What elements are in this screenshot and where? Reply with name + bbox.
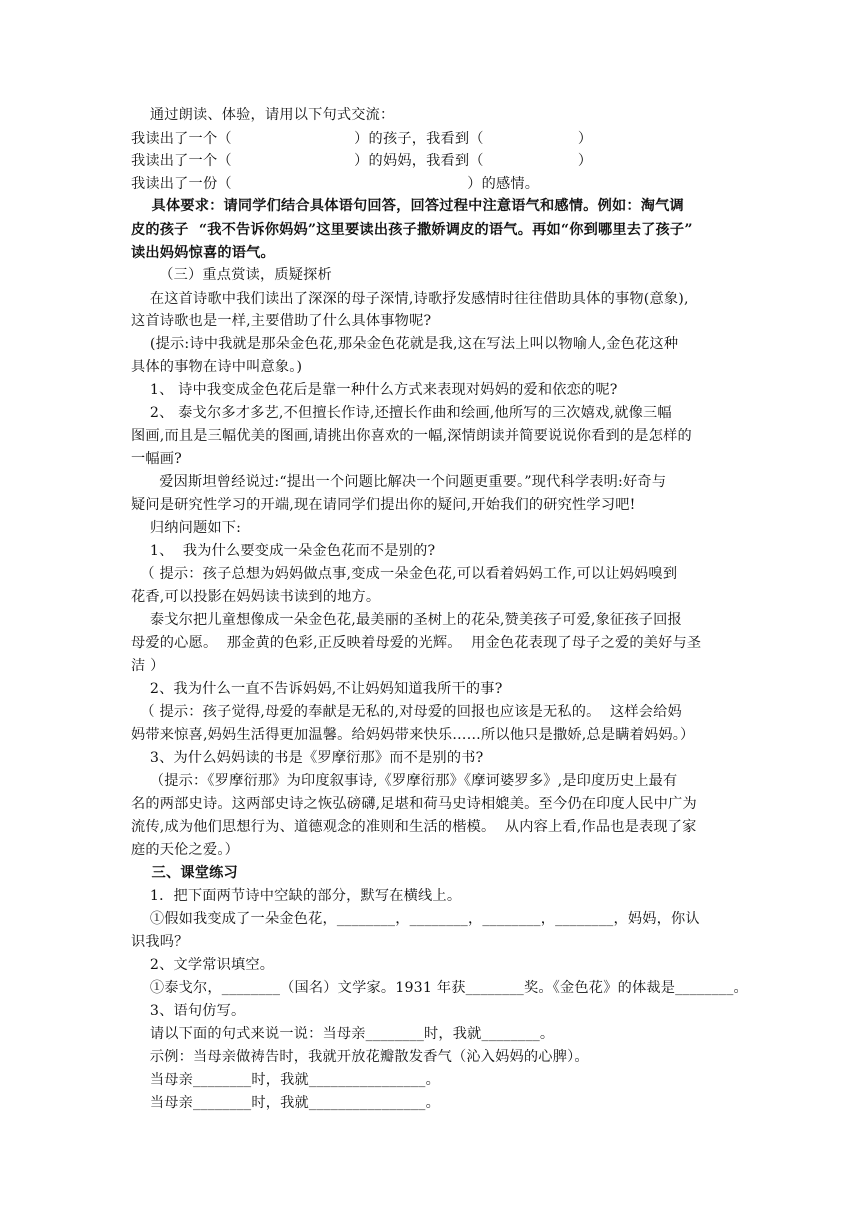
text-line: 示例：当母亲做祷告时，我就开放花瓣散发香气（沁入妈妈的心脾）。 — [131, 1049, 589, 1065]
text-line: 1、 诗中我变成金色花后是靠一种什么方式来表现对妈妈的爱和依恋的呢? — [131, 382, 618, 398]
question-item: 1、 我为什么要变成一朵金色花而不是别的? — [131, 543, 436, 559]
question-item: 3、为什么妈妈读的书是《罗摩衍那》而不是别的书? — [131, 750, 484, 766]
text-line: 归纳问题如下: — [131, 520, 242, 536]
text-line: 当母亲________时，我就________________。 — [131, 1095, 440, 1111]
text-line: 具体的事物在诗中叫意象。) — [131, 359, 303, 375]
section-heading: 三、课堂练习 — [131, 865, 238, 881]
text-line: 2、 泰戈尔多才多艺,不但擅长作诗,还擅长作曲和绘画,他所写的三次嬉戏,就像三幅 — [131, 405, 672, 421]
text-line: 流传,成为他们思想行为、道德观念的准则和生活的楷模。 从内容上看,作品也是表现了家 — [131, 819, 697, 835]
text-line: 图画,而且是三幅优美的图画,请挑出你喜欢的一幅,深情朗读并简要说说你看到的是怎样的 — [131, 428, 692, 444]
text-line: 这首诗歌也是一样,主要借助了什么具体事物呢? — [131, 313, 432, 329]
text-line: 一幅画? — [131, 451, 182, 467]
exercise-item: ①泰戈尔，________（国名）文学家。1931 年获________奖。《金色花》的体裁是________。 — [131, 980, 748, 996]
text-line-bold: 皮的孩子 “我不告诉你妈妈”这里要读出孩子撒娇调皮的语气。再如“你到哪里去了孩子” — [131, 222, 693, 238]
text-line: （ 提示：孩子总想为妈妈做点事,变成一朵金色花,可以看着妈妈工作,可以让妈妈嗅到 — [131, 566, 678, 582]
text-line: 母爱的心愿。 那金黄的色彩,正反映着母爱的光辉。 用金色花表现了母子之爱的美好与圣 — [131, 635, 702, 651]
text-line: 在这首诗歌中我们读出了深深的母子深情,诗歌抒发感情时往往借助具体的事物(意象), — [131, 291, 689, 307]
question-item: 2、我为什么一直不告诉妈妈,不让妈妈知道我所干的事? — [131, 681, 503, 697]
exercise-item: 2、文学常识填空。 — [131, 957, 275, 973]
text-line: 爱因斯坦曾经说过:“提出一个问题比解决一个问题更重要。”现代科学表明:好奇与 — [131, 474, 667, 490]
text-line-bold: 具体要求：请同学们结合具体语句回答，回答过程中注意语气和感情。例如：淘气调 — [131, 198, 684, 214]
section-heading: （三）重点赏读，质疑探析 — [131, 267, 332, 283]
text-line: 花香,可以投影在妈妈读书读到的地方。 — [131, 589, 381, 605]
text-line: 当母亲________时，我就________________。 — [131, 1072, 440, 1088]
text-line: 我读出了一份（ ）的感情。 — [131, 176, 540, 192]
text-line: 通过朗读、体验，请用以下句式交流： — [131, 107, 395, 123]
exercise-item: ①假如我变成了一朵金色花，________，________，________，________，妈妈，你认 — [131, 911, 700, 927]
exercise-item: 1．把下面两节诗中空缺的部分，默写在横线上。 — [131, 888, 462, 904]
text-line: 疑问是研究性学习的开端,现在请同学们提出你的疑问,开始我们的研究性学习吧! — [131, 497, 636, 513]
text-line: （提示：《罗摩衍那》为印度叙事诗,《罗摩衍那》《摩诃婆罗多》,是印度历史上最有 — [131, 773, 678, 789]
text-line: 妈带来惊喜,妈妈生活得更加温馨。给妈妈带来快乐……所以他只是撒娇,总是瞒着妈妈。） — [131, 727, 695, 743]
text-line: 我读出了一个（ ）的孩子，我看到（ ） — [131, 131, 593, 147]
text-line: 庭的天伦之爱。） — [131, 842, 240, 858]
text-line: 洁 ） — [131, 658, 165, 674]
text-line: 我读出了一个（ ）的妈妈，我看到（ ） — [131, 153, 593, 169]
text-line: 泰戈尔把儿童想像成一朵金色花,最美丽的圣树上的花朵,赞美孩子可爱,象征孩子回报 — [131, 612, 682, 628]
text-line: 名的两部史诗。这两部史诗之恢弘磅礴,足堪和荷马史诗相媲美。至今仍在印度人民中广为 — [131, 796, 697, 812]
text-line-bold: 读出妈妈惊喜的语气。 — [131, 245, 275, 261]
text-line: （ 提示：孩子觉得,母爱的奉献是无私的,对母爱的回报也应该是无私的。 这样会给妈 — [131, 704, 682, 720]
text-line: (提示:诗中我就是那朵金色花,那朵金色花就是我,这在写法上叫以物喻人,金色花这种 — [131, 336, 679, 352]
exercise-item: 3、语句仿写。 — [131, 1003, 246, 1019]
text-line: 识我吗？ — [131, 934, 189, 950]
text-line: 请以下面的句式来说一说：当母亲________时，我就________。 — [131, 1026, 555, 1042]
